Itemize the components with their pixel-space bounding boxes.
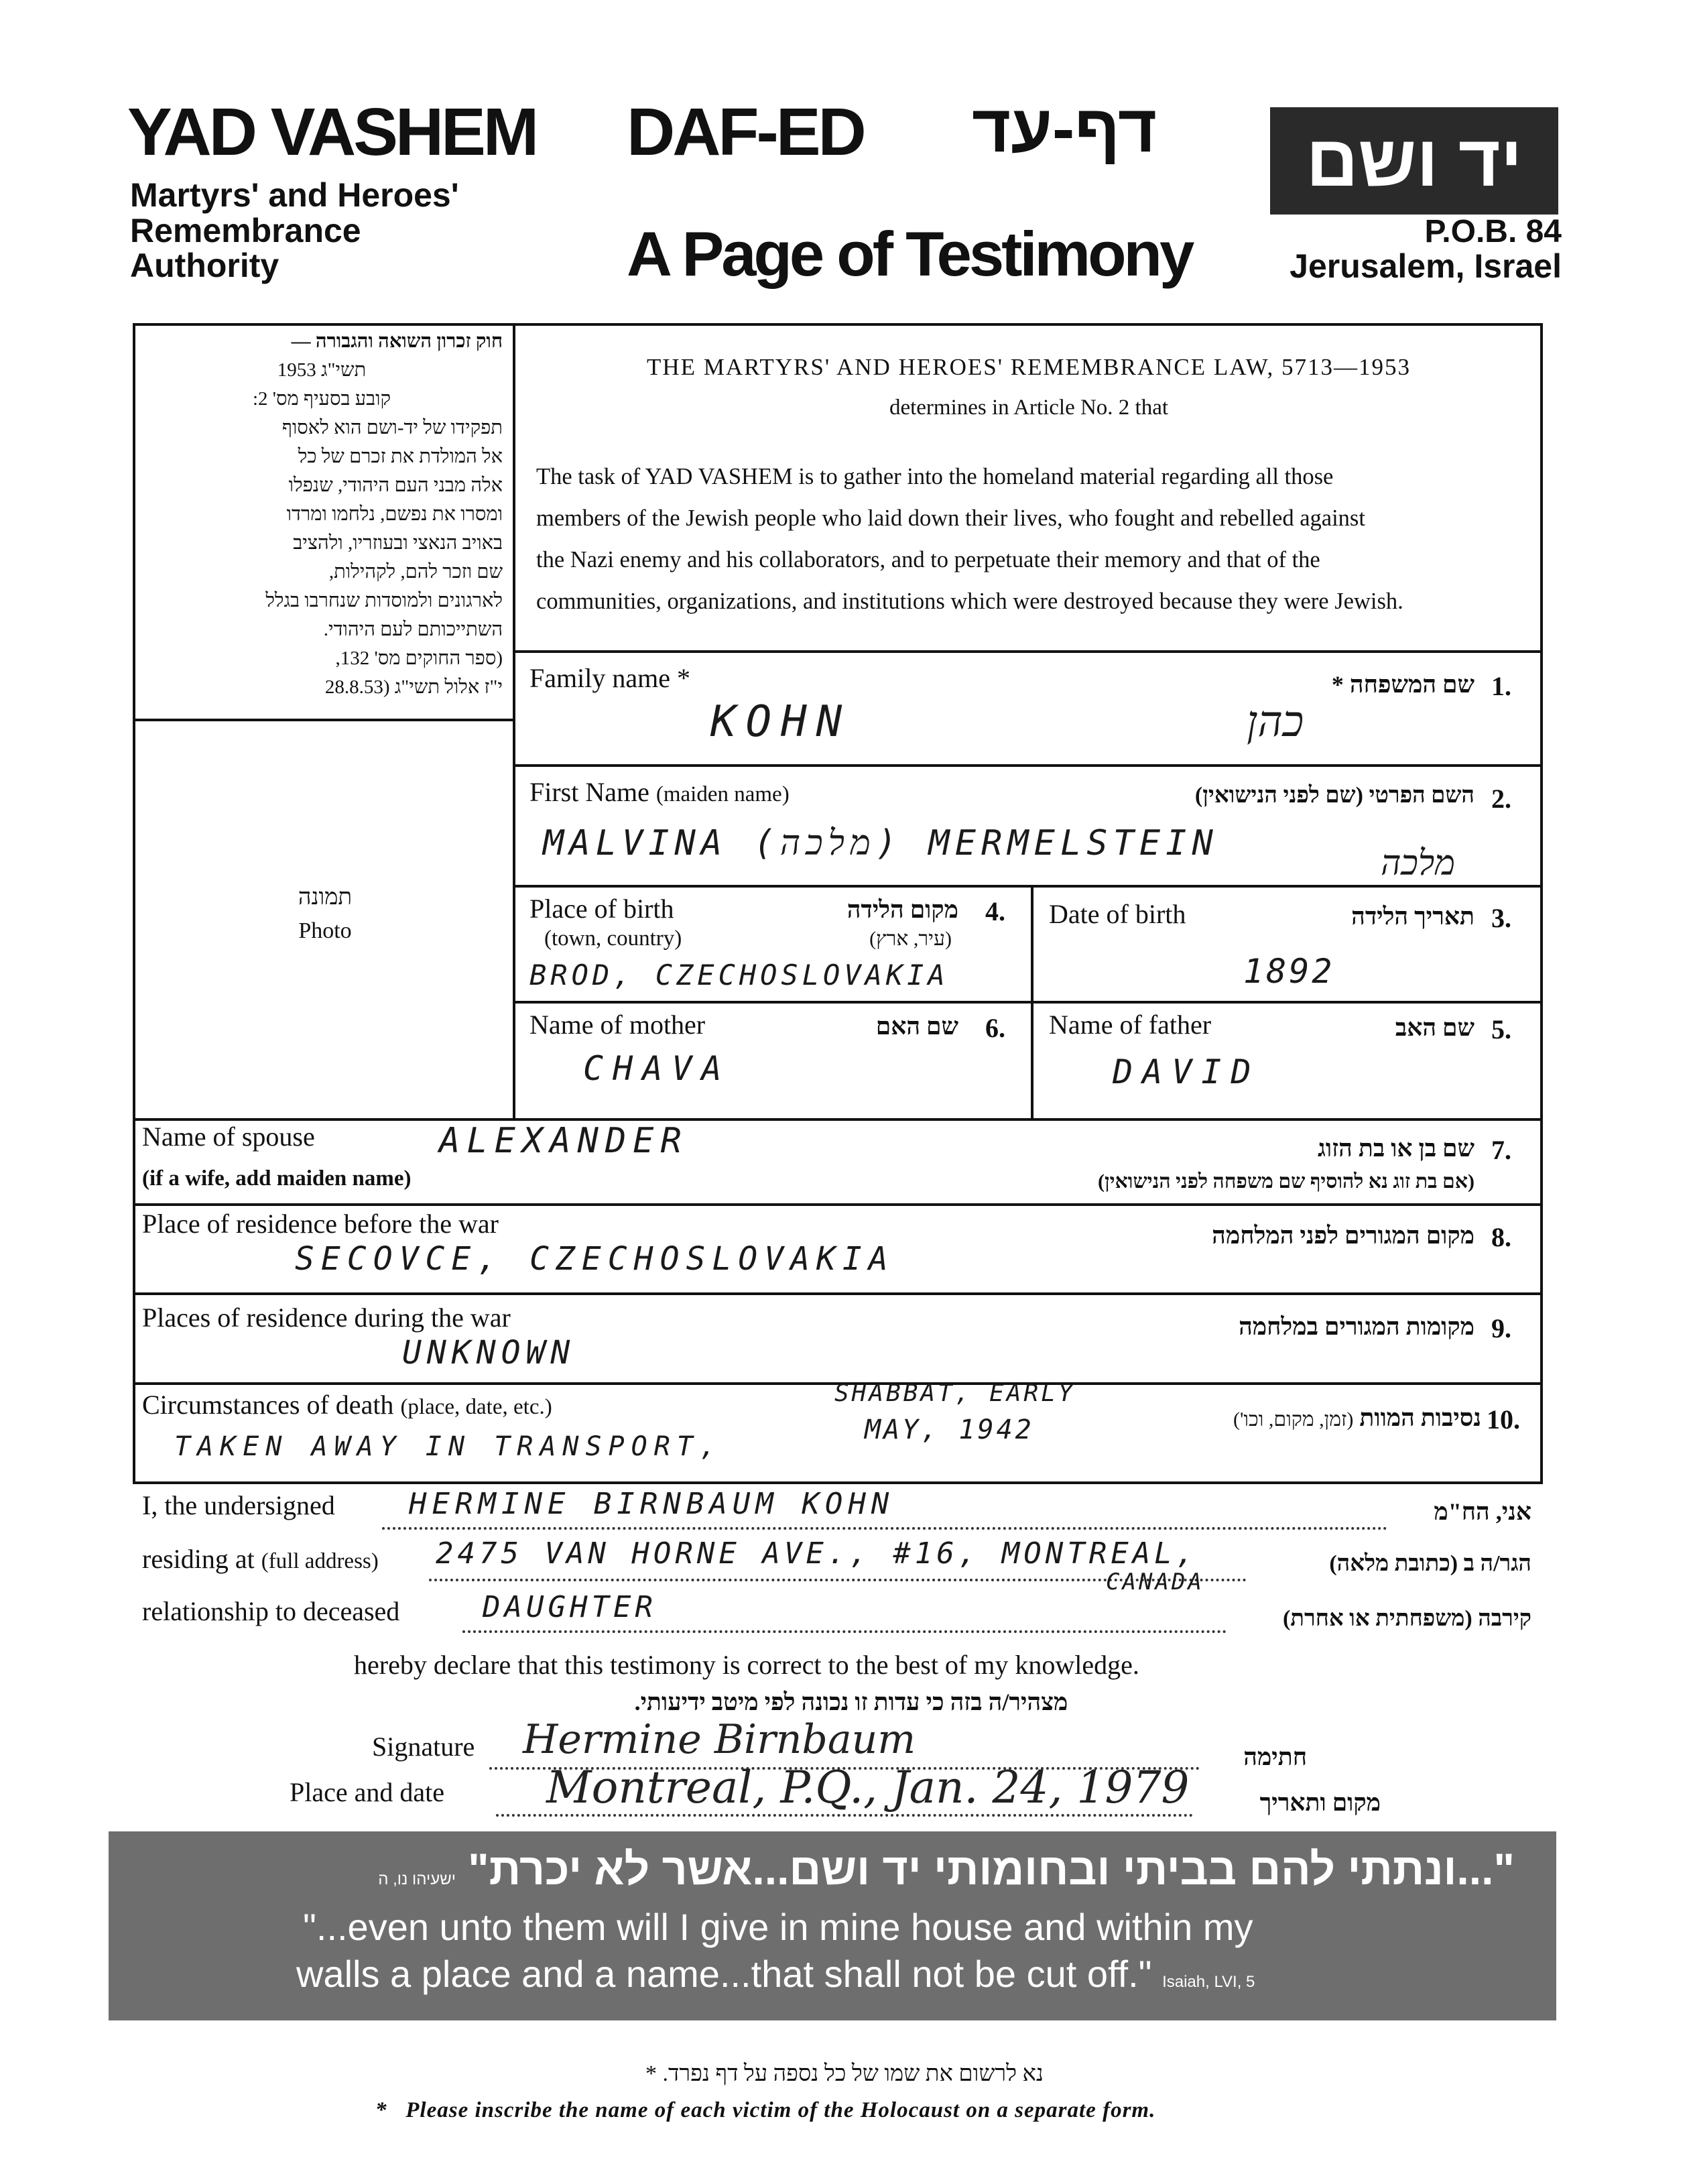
logo-text: יד ושם: [1306, 120, 1523, 201]
place-date-value[interactable]: Montreal, P.Q., Jan. 24, 1979: [546, 1762, 1190, 1813]
address-label: [142, 1543, 379, 1575]
father-label: Name of father: [1049, 1010, 1212, 1040]
place-of-birth-hebrew-small: (עיר, ארץ): [869, 928, 952, 950]
daf-ed-hebrew: דף-עד: [972, 91, 1157, 166]
banner-hebrew-ref: ישעיהו נו, ה: [378, 1870, 456, 1888]
address-value2[interactable]: CANADA: [1106, 1569, 1204, 1595]
father-num: 5.: [1491, 1014, 1511, 1044]
law-hebrew-line: באויב הנאצי ובעוזריו, ולהציב: [293, 532, 503, 554]
law-english-body: [536, 456, 1535, 622]
row-line-1: [513, 650, 1543, 653]
footer-hebrew-text: נא לרשום את שמו של כל נספה על דף נפרד.: [662, 2061, 1044, 2086]
signature-value[interactable]: Hermine Birnbaum: [523, 1716, 916, 1763]
row-line-2: [513, 764, 1543, 767]
death-num: 10.: [1487, 1404, 1520, 1435]
mother-value[interactable]: CHAVA: [583, 1049, 731, 1088]
law-hebrew-line: י"ז אלול תשי"ג (28.8.53: [324, 676, 503, 698]
quote-banner: [109, 1831, 1556, 2020]
frame-right: [1540, 323, 1543, 1483]
family-name-value-hebrew[interactable]: כהן: [1247, 697, 1304, 747]
row-line-3: [513, 885, 1543, 888]
law-english-line: the Nazi enemy and his collaborators, and to perpetuate their memory and that of the: [536, 547, 1320, 572]
law-hebrew-line: אל המולדת את זכרם של כל: [298, 446, 503, 467]
law-hebrew-line: השתייכותם לעם היהודי.: [323, 619, 503, 640]
law-hebrew-line: לארגונים ולמוסדות שנחרבו בגלל: [265, 590, 503, 611]
row-line-7: [133, 1292, 1543, 1295]
org-sub3: Authority: [130, 247, 279, 284]
first-name-hebrew: השם הפרטי (שם לפני הנישואין): [1194, 783, 1475, 808]
law-hebrew-line: ומסרו את נפשם, נלחמו ומרדו: [286, 503, 503, 525]
address-value[interactable]: 2475 VAN HORNE AVE., #16, MONTREAL,: [436, 1536, 1198, 1571]
law-hebrew-box: [141, 327, 503, 702]
footer-english: * Please inscribe the name of each victim of the Holocaust on a separate form.: [375, 2098, 1156, 2122]
org-sub1: Martyrs' and Heroes': [130, 176, 459, 214]
relation-line: [462, 1630, 1227, 1633]
death-hebrew: [1113, 1404, 1481, 1432]
residence-before-value[interactable]: SECOVCE, CZECHOSLOVAKIA: [295, 1240, 895, 1278]
law-hebrew-line: (ספר החוקים מס' 132,: [335, 648, 503, 669]
first-name-label: [529, 776, 790, 808]
pob: P.O.B. 84: [1424, 214, 1562, 249]
address-label-small: (full address): [261, 1549, 379, 1573]
signature-label: Signature: [372, 1732, 475, 1762]
relation-value[interactable]: DAUGHTER: [483, 1590, 657, 1624]
residence-during-num: 9.: [1491, 1313, 1511, 1343]
residence-during-hebrew: מקומות המגורים במלחמה: [1239, 1313, 1475, 1340]
photo-area: [141, 885, 509, 944]
banner-line1: "...even unto them will I give in mine house and within my: [303, 1906, 1253, 1948]
undersigned-hebrew: אני, הח"מ: [1434, 1498, 1531, 1525]
mother-num: 6.: [985, 1013, 1005, 1043]
place-of-birth-num: 4.: [985, 896, 1005, 926]
spouse-hebrew-small: (אם בת זוג נא להוסיף שם משפחה לפני הנישואין): [1098, 1170, 1475, 1193]
banner-hebrew: [377, 1843, 1516, 1894]
residence-before-hebrew: מקום המגורים לפני המלחמה: [1212, 1222, 1475, 1249]
death-hebrew-small: (זמן, מקום, וכו'): [1233, 1408, 1354, 1431]
signature-hebrew: חתימה: [1243, 1744, 1307, 1770]
law-hebrew-line: חוק זכרון השואה והגבורה —: [291, 330, 503, 352]
address-hebrew: הגר/ה ב (כתובת מלאה): [1329, 1551, 1531, 1576]
family-name-hebrew: שם המשפחה *: [1331, 671, 1475, 698]
row-line-9: [133, 1481, 1543, 1484]
date-of-birth-num: 3.: [1491, 903, 1511, 933]
law-english-subtitle: determines in Article No. 2 that: [889, 396, 1169, 420]
city: Jerusalem, Israel: [1290, 247, 1562, 285]
residence-before-num: 8.: [1491, 1222, 1511, 1252]
org-sub2: Remembrance: [130, 212, 361, 249]
family-name-label: Family name *: [529, 663, 690, 693]
law-english-line: members of the Jewish people who laid down their lives, who fought and rebelled against: [536, 505, 1365, 531]
page-title: A Page of Testimony: [627, 219, 1192, 289]
law-box-bottom: [133, 719, 515, 721]
law-hebrew-line: תשי"ג 1953: [277, 359, 367, 381]
footer-english-text: Please inscribe the name of each victim of the Holocaust on a separate form.: [405, 2098, 1156, 2122]
address-label-text: residing at: [142, 1544, 255, 1574]
first-name-value-hebrew[interactable]: מלכה: [1381, 843, 1456, 884]
date-of-birth-label: Date of birth: [1049, 899, 1186, 929]
first-name-value[interactable]: MALVINA (מלכה) MERMELSTEIN: [543, 823, 1218, 863]
spouse-num: 7.: [1491, 1135, 1511, 1165]
relation-hebrew: קירבה (משפחתית או אחרת): [1282, 1606, 1531, 1631]
place-date-hebrew: מקום ותאריך: [1259, 1789, 1381, 1816]
org-name: YAD VASHEM: [127, 95, 537, 170]
death-value-line1[interactable]: TAKEN AWAY IN TRANSPORT,: [174, 1431, 723, 1462]
mother-hebrew: שם האם: [875, 1013, 958, 1040]
place-date-label: Place and date: [290, 1777, 444, 1807]
first-name-label-small: (maiden name): [655, 782, 790, 806]
law-hebrew-line: שם וזכר להם, לקהילות,: [328, 561, 503, 583]
frame-left-upper: [133, 323, 135, 1121]
spouse-value[interactable]: ALEXANDER: [439, 1121, 688, 1161]
place-date-line: [496, 1814, 1193, 1817]
death-value-date2[interactable]: MAY, 1942: [865, 1414, 1034, 1445]
law-english-line: communities, organizations, and institutions which were destroyed because they were Jewish.: [536, 589, 1403, 614]
photo-english: Photo: [298, 918, 352, 943]
date-of-birth-hebrew: תאריך הלידה: [1351, 903, 1475, 930]
spouse-label-small: (if a wife, add maiden name): [142, 1166, 412, 1191]
death-hebrew-text: נסיבות המוות: [1359, 1404, 1481, 1431]
row-line-5: [133, 1118, 1543, 1121]
banner-line2: [296, 1952, 1255, 1996]
law-hebrew-line: אלה מבני העם היהודי, שנפלו: [288, 475, 503, 496]
residence-before-label: Place of residence before the war: [142, 1209, 499, 1239]
residence-during-label: Places of residence during the war: [142, 1302, 511, 1333]
death-label-text: Circumstances of death: [142, 1390, 394, 1420]
father-value[interactable]: DAVID: [1113, 1052, 1261, 1091]
relation-label: relationship to deceased: [142, 1596, 400, 1626]
banner-ref: Isaiah, LVI, 5: [1162, 1973, 1255, 1991]
place-of-birth-label: Place of birth: [529, 894, 674, 924]
law-english-title: THE MARTYRS' AND HEROES' REMEMBRANCE LAW, 5713—1953: [646, 354, 1411, 380]
undersigned-value[interactable]: HERMINE BIRNBAUM KOHN: [409, 1487, 895, 1521]
place-of-birth-hebrew: מקום הלידה: [846, 896, 958, 923]
frame-top: [133, 323, 1543, 326]
family-name-value[interactable]: KOHN: [710, 697, 852, 747]
undersigned-line: [382, 1527, 1387, 1530]
death-label: [142, 1389, 552, 1420]
date-of-birth-value[interactable]: 1892: [1243, 952, 1335, 991]
residence-during-value[interactable]: UNKNOWN: [402, 1334, 576, 1372]
frame-left-lower: [133, 1118, 135, 1484]
yad-vashem-logo: [1270, 107, 1558, 215]
banner-hebrew-text: "...ונתתי להם בביתי ובחומותי יד ושם...אשר לא יכרת": [468, 1844, 1515, 1894]
spouse-label: Name of spouse: [142, 1121, 315, 1152]
footer-hebrew: נא לרשום את שמו של כל נספה על דף נפרד. *: [645, 2061, 1044, 2086]
law-english-line: The task of YAD VASHEM is to gather into the homeland material regarding all those: [536, 464, 1334, 489]
row-line-4: [513, 1001, 1543, 1004]
law-hebrew-line: תפקידו של יד-ושם הוא לאסוף: [281, 417, 503, 438]
place-of-birth-value[interactable]: BROD, CZECHOSLOVAKIA: [529, 959, 949, 991]
family-name-num: 1.: [1491, 671, 1511, 701]
statement: hereby declare that this testimony is correct to the best of my knowledge.: [354, 1650, 1139, 1680]
photo-hebrew: תמונה: [298, 885, 353, 910]
father-hebrew: שם האב: [1395, 1014, 1475, 1041]
daf-ed: DAF-ED: [627, 95, 864, 170]
death-value-date1[interactable]: SHABBAT, EARLY: [834, 1380, 1076, 1407]
undersigned-label: I, the undersigned: [142, 1490, 335, 1520]
banner-line2-text: walls a place and a name...that shall not be cut off.": [296, 1953, 1152, 1995]
law-hebrew-line: קובע בסעיף מס' 2:: [252, 388, 391, 410]
first-name-label-text: First Name: [529, 777, 649, 807]
mother-label: Name of mother: [529, 1010, 706, 1040]
death-label-small: (place, date, etc.): [400, 1395, 552, 1419]
first-name-num: 2.: [1491, 784, 1511, 814]
spouse-hebrew: שם בן או בת הזוג: [1318, 1135, 1475, 1162]
place-of-birth-label-small: (town, country): [544, 926, 682, 951]
statement-hebrew: מצהיר/ה בזה כי עדות זו נכונה לפי מיטב ידיעותי.: [634, 1689, 1068, 1715]
row-line-6: [133, 1203, 1543, 1206]
